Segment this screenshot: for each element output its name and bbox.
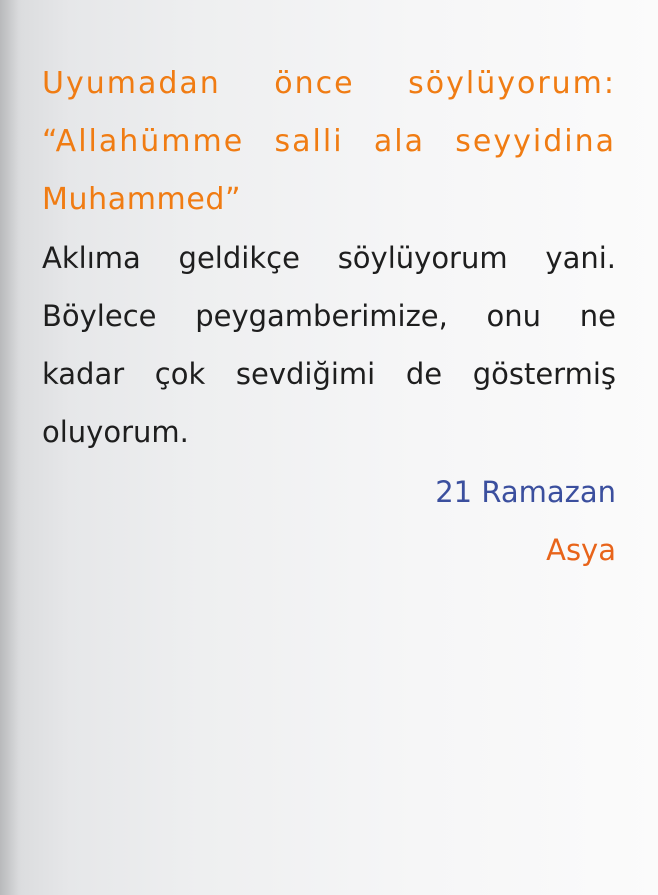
prayer-line-2: “Allahümme salli ala seyyidina — [42, 124, 616, 159]
body-line-4: oluyorum. — [42, 415, 189, 449]
signature-date: 21 Ramazan — [435, 475, 616, 509]
prayer-line-1: Uyumadan önce söylüyorum: — [42, 66, 616, 101]
note-text — [42, 55, 616, 579]
signature-name: Asya — [546, 533, 616, 567]
prayer-line-3: Muhammed” — [42, 182, 242, 217]
body-line-1: Aklıma geldikçe söylüyorum yani. — [42, 241, 616, 275]
body-line-3: kadar çok sevdiğimi de göstermiş — [42, 357, 616, 391]
body-line-2: Böylece peygamberimize, onu ne — [42, 299, 616, 333]
